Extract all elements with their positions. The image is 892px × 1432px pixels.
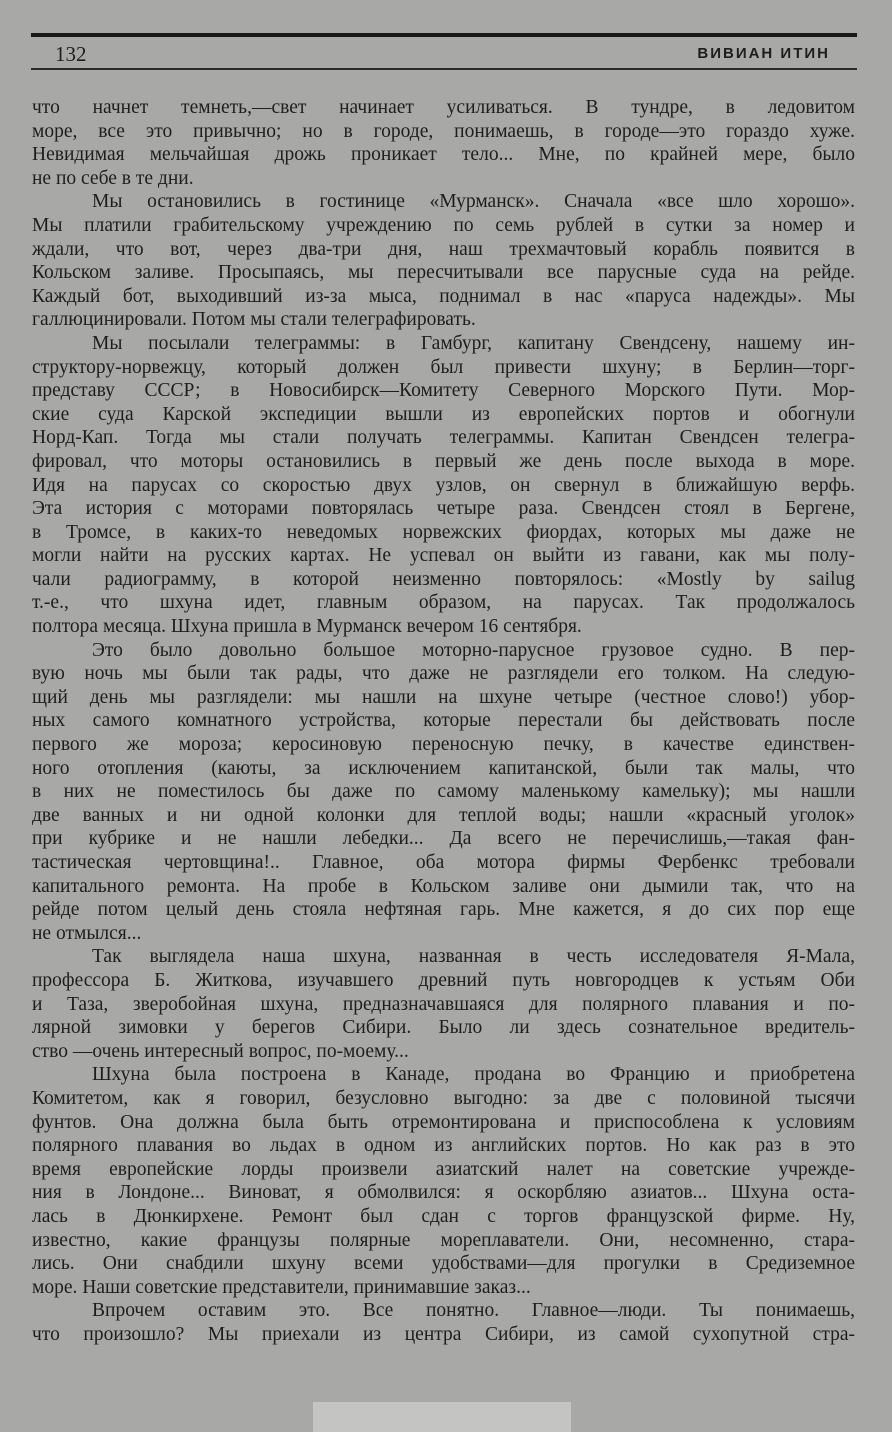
paragraph-first-line: Шхуна была построена в Канаде, продана во Францию и приобретена xyxy=(92,1064,855,1086)
text-line: полтора месяца. Шхуна пришла в Мурманск вечером 16 сентября. xyxy=(32,616,582,638)
text-line: первого же мороза; керосиновую переносную печку, в качестве единствен- xyxy=(32,734,855,756)
text-line: профессора Б. Житкова, изучавшего древний путь новгородцев к устьям Оби xyxy=(32,969,855,991)
text-line: и Таза, зверобойная шхуна, предназначавшаяся для полярного плавания и по- xyxy=(32,993,855,1015)
text-line: Комитетом, как я говорил, безусловно выгодно: за две с половиной тысячи xyxy=(32,1087,855,1109)
text-line: что произошло? Мы приехали из центра Сибири, из самой сухопутной стра- xyxy=(32,1323,855,1345)
text-line: рейде потом целый день стояла нефтяная гарь. Мне кажется, я до сих пор еще xyxy=(32,899,855,921)
header-bottom-rule xyxy=(31,68,857,70)
text-line: лись. Они снабдили шхуну всеми удобствами—для прогулки в Средиземное xyxy=(32,1253,855,1275)
text-line: Идя на парусах со скоростью двух узлов, он свернул в ближайшую верфь. xyxy=(32,474,855,496)
text-line: могли найти на русских картах. Не успевал он выйти из гавани, как мы полу- xyxy=(32,545,855,567)
text-line: Эта история с моторами повторялась четыре раза. Свендсен стоял в Бергене, xyxy=(32,498,855,520)
text-line: в них не поместилось бы даже по самому маленькому камельку); мы нашли xyxy=(32,781,855,803)
text-line: полярного плавания во льдах в одном из английских портов. Но как раз в это xyxy=(32,1135,855,1157)
text-line: в Тромсе, в каких-то неведомых норвежских фиордах, которых мы даже не xyxy=(32,521,855,543)
text-line: представу СССР; в Новосибирск—Комитету Северного Морского Пути. Мор- xyxy=(32,380,855,402)
text-line: ного отопления (каюты, за исключением капитанской, были так малы, что xyxy=(32,757,855,779)
paragraph-first-line: Это было довольно большое моторно-парусное грузовое судно. В пер- xyxy=(92,639,855,661)
text-line: Кольском заливе. Просыпаясь, мы пересчитывали все парусные суда на рейде. xyxy=(32,262,855,284)
text-line: ство —очень интересный вопрос, по-моему... xyxy=(32,1040,409,1062)
header-top-rule xyxy=(31,33,857,37)
text-line: не отмылся... xyxy=(32,922,142,944)
text-line: фунтов. Она должна была быть отремонтирована и приспособлена к условиям xyxy=(32,1111,855,1133)
text-line: капитального ремонта. На пробе в Кольском заливе они дымили так, что на xyxy=(32,875,855,897)
text-line: ские суда Карской экспедиции вышли из европейских портов и обогнули xyxy=(32,403,855,425)
text-line: ния в Лондоне... Виноват, я обмолвился: я оскорбляю азиатов... Шхуна оста- xyxy=(32,1182,855,1204)
text-line: Мы платили грабительскому учреждению по семь рублей в сутки за номер и xyxy=(32,214,855,236)
paragraph-first-line: Мы посылали телеграммы: в Гамбург, капитану Свендсену, нашему ин- xyxy=(92,332,855,354)
text-line: ждали, что вот, через два-три дня, наш трехмачтовый корабль появится в xyxy=(32,238,855,260)
text-line: лярной зимовки у берегов Сибири. Было ли здесь сознательное вредитель- xyxy=(32,1017,855,1039)
text-line: тастическая чертовщина!.. Главное, оба мотора фирмы Фербенкс требовали xyxy=(32,852,855,873)
text-line: фировал, что моторы остановились в первый же день после выхода в море. xyxy=(32,450,855,472)
page-number: 132 xyxy=(55,42,87,66)
text-line: не по себе в те дни. xyxy=(32,167,194,189)
running-head-author: ВИВИАН ИТИН xyxy=(697,45,830,62)
paragraph-first-line: Впрочем оставим это. Все понятно. Главное—люди. Ты понимаешь, xyxy=(92,1300,855,1322)
text-line: Каждый бот, выходивший из-за мыса, поднимал в нас «паруса надежды». Мы xyxy=(32,285,855,307)
text-line: структору-норвежцу, который должен был привести шхуну; в Берлин—торг- xyxy=(32,356,855,378)
text-line: время европейские лорды произвели азиатский налет на советские учрежде- xyxy=(32,1158,855,1180)
text-line: море. Наши советские представители, принимавшие заказ... xyxy=(32,1276,531,1298)
text-line: море, все это привычно; но в городе, понимаешь, в городе—это гораздо хуже. xyxy=(32,120,855,142)
text-line: вую ночь мы были так рады, что даже не разглядели его толком. На следую- xyxy=(32,663,855,685)
text-line: известно, какие французы полярные мореплаватели. Они, несомненно, стара- xyxy=(32,1229,855,1251)
paragraph-first-line: Так выглядела наша шхуна, названная в честь исследователя Я-Мала, xyxy=(92,946,855,968)
text-line: Норд-Кап. Тогда мы стали получать телеграммы. Капитан Свендсен телегра- xyxy=(32,427,855,449)
text-line: ных самого комнатного устройства, которые перестали бы действовать после xyxy=(32,710,855,732)
scan-artifact xyxy=(313,1402,571,1432)
text-line: две ванных и ни одной колонки для теплой воды; нашли «красный уголок» xyxy=(32,804,855,826)
text-line: щий день мы разглядели: мы нашли на шхуне четыре (честное слово!) убор- xyxy=(32,686,855,708)
text-line: лась в Дюнкирхене. Ремонт был сдан с торгов французской фирме. Ну, xyxy=(32,1205,855,1227)
text-line: т.-е., что шхуна идет, главным образом, на парусах. Так продолжалось xyxy=(32,592,855,614)
page-body-text xyxy=(32,96,855,1346)
text-line: что начнет темнеть,—свет начинает усиливаться. В тундре, в ледовитом xyxy=(32,97,855,118)
text-line: Невидимая мельчайшая дрожь проникает тело... Мне, по крайней мере, было xyxy=(32,144,855,166)
paragraph-first-line: Мы остановились в гостинице «Мурманск». Сначала «все шло хорошо». xyxy=(92,191,855,213)
text-line: при кубрике и не нашли лебедки... Да всего не перечислишь,—такая фан- xyxy=(32,828,855,850)
text-line: чали радиограмму, в которой неизменно повторялось: «Mostly by sailug xyxy=(32,568,855,590)
text-line: галлюцинировали. Потом мы стали телеграфировать. xyxy=(32,309,476,331)
